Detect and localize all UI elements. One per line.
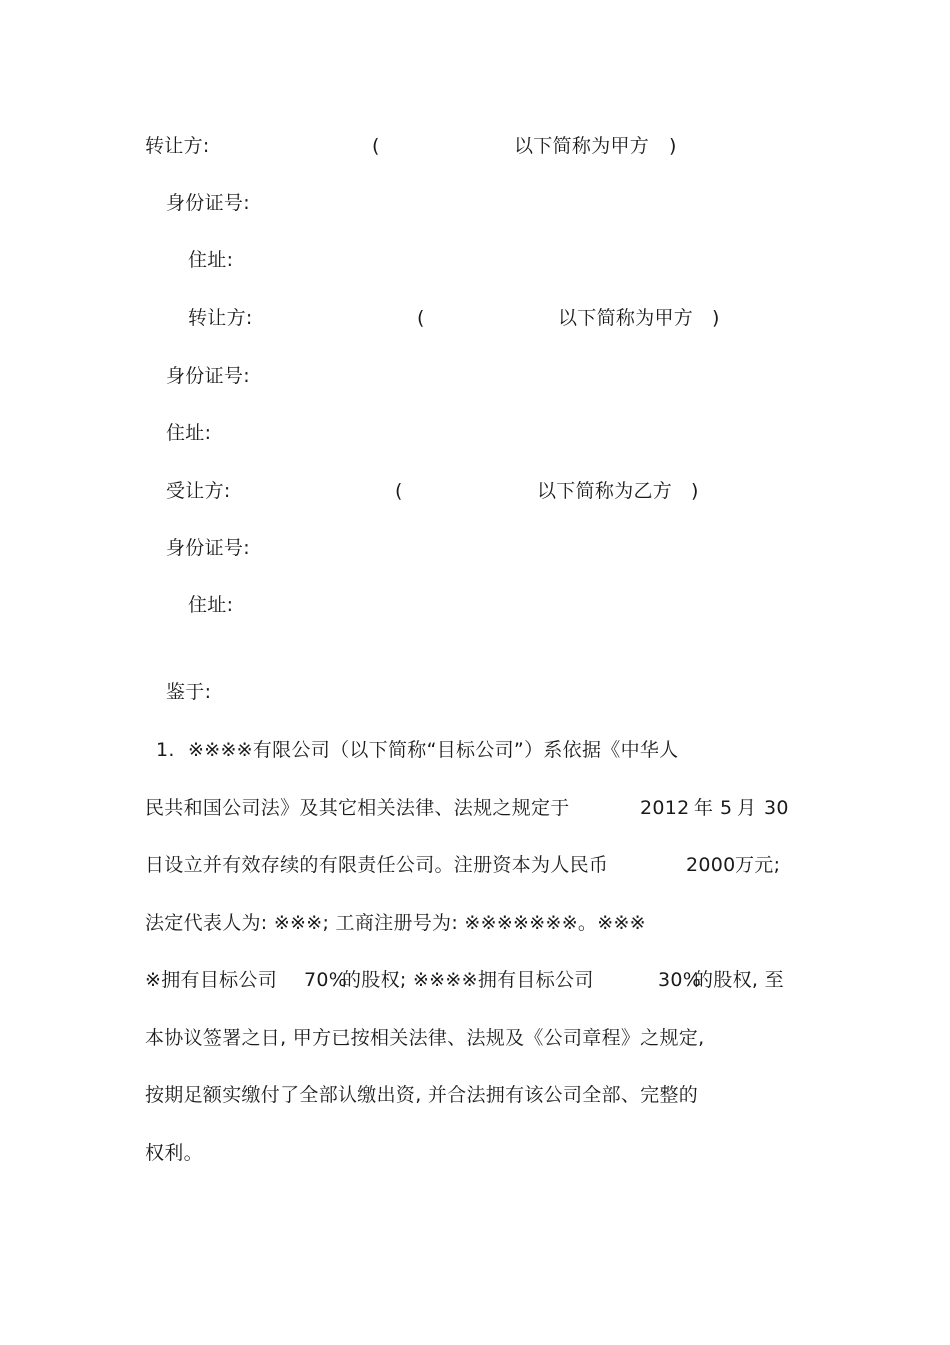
party3-address-label: 住址:	[188, 594, 234, 616]
clause1-line2-year-unit: 年	[694, 797, 714, 819]
party3-id-label: 身份证号:	[166, 537, 250, 559]
party2-id-label: 身份证号:	[166, 365, 250, 387]
clause1-line8: 权利。	[145, 1142, 203, 1164]
clause1-line7: 按期足额实缴付了全部认缴出资, 并合法拥有该公司全部、完整的	[145, 1084, 699, 1106]
party2-close-paren: )	[712, 307, 720, 329]
clause1-line5-text3: 的股权, 至	[694, 969, 784, 991]
party2-address-label: 住址:	[166, 422, 212, 444]
clause1-line2-year: 2012	[640, 797, 690, 819]
party3-role-label: 受让方:	[166, 480, 231, 502]
clause1-line5-pct2: 30%	[658, 969, 702, 991]
clause1-line5-text2: 的股权; ※※※※拥有目标公司	[342, 969, 594, 991]
clause1-line4: 法定代表人为: ※※※; 工商注册号为: ※※※※※※※。※※※	[145, 912, 646, 934]
clause1-line3-amount: 2000	[686, 854, 736, 876]
clause1-line2-day: 30	[764, 797, 789, 819]
clause1-line1: ※※※※有限公司（以下简称“目标公司”）系依据《中华人	[188, 739, 679, 761]
party1-close-paren: )	[669, 135, 677, 157]
party1-alias: 以下简称为甲方	[514, 135, 650, 157]
party1-role-label: 转让方:	[145, 135, 210, 157]
clause1-line5-pct1: 70%	[304, 969, 348, 991]
party1-id-label: 身份证号:	[166, 192, 250, 214]
party1-open-paren: (	[372, 135, 380, 157]
clause1-line2-text: 民共和国公司法》及其它相关法律、法规之规定于	[145, 797, 570, 819]
clause1-number: 1.	[156, 739, 175, 761]
party1-address-label: 住址:	[188, 249, 234, 271]
clause1-line3-text: 日设立并有效存续的有限责任公司。注册资本为人民币	[145, 854, 609, 876]
party3-open-paren: (	[395, 480, 403, 502]
clause1-line2-month-unit: 月	[737, 797, 757, 819]
party3-alias: 以下简称为乙方	[537, 480, 673, 502]
clause1-line5-text1: ※拥有目标公司	[145, 969, 278, 991]
party2-role-label: 转让方:	[188, 307, 253, 329]
party2-open-paren: (	[417, 307, 425, 329]
clause1-line2-month: 5	[720, 797, 733, 819]
whereas-label: 鉴于:	[166, 681, 212, 703]
clause1-line6: 本协议签署之日, 甲方已按相关法律、法规及《公司章程》之规定,	[145, 1027, 705, 1049]
party2-alias: 以下简称为甲方	[558, 307, 694, 329]
clause1-line3-unit: 万元;	[735, 854, 781, 876]
party3-close-paren: )	[691, 480, 699, 502]
